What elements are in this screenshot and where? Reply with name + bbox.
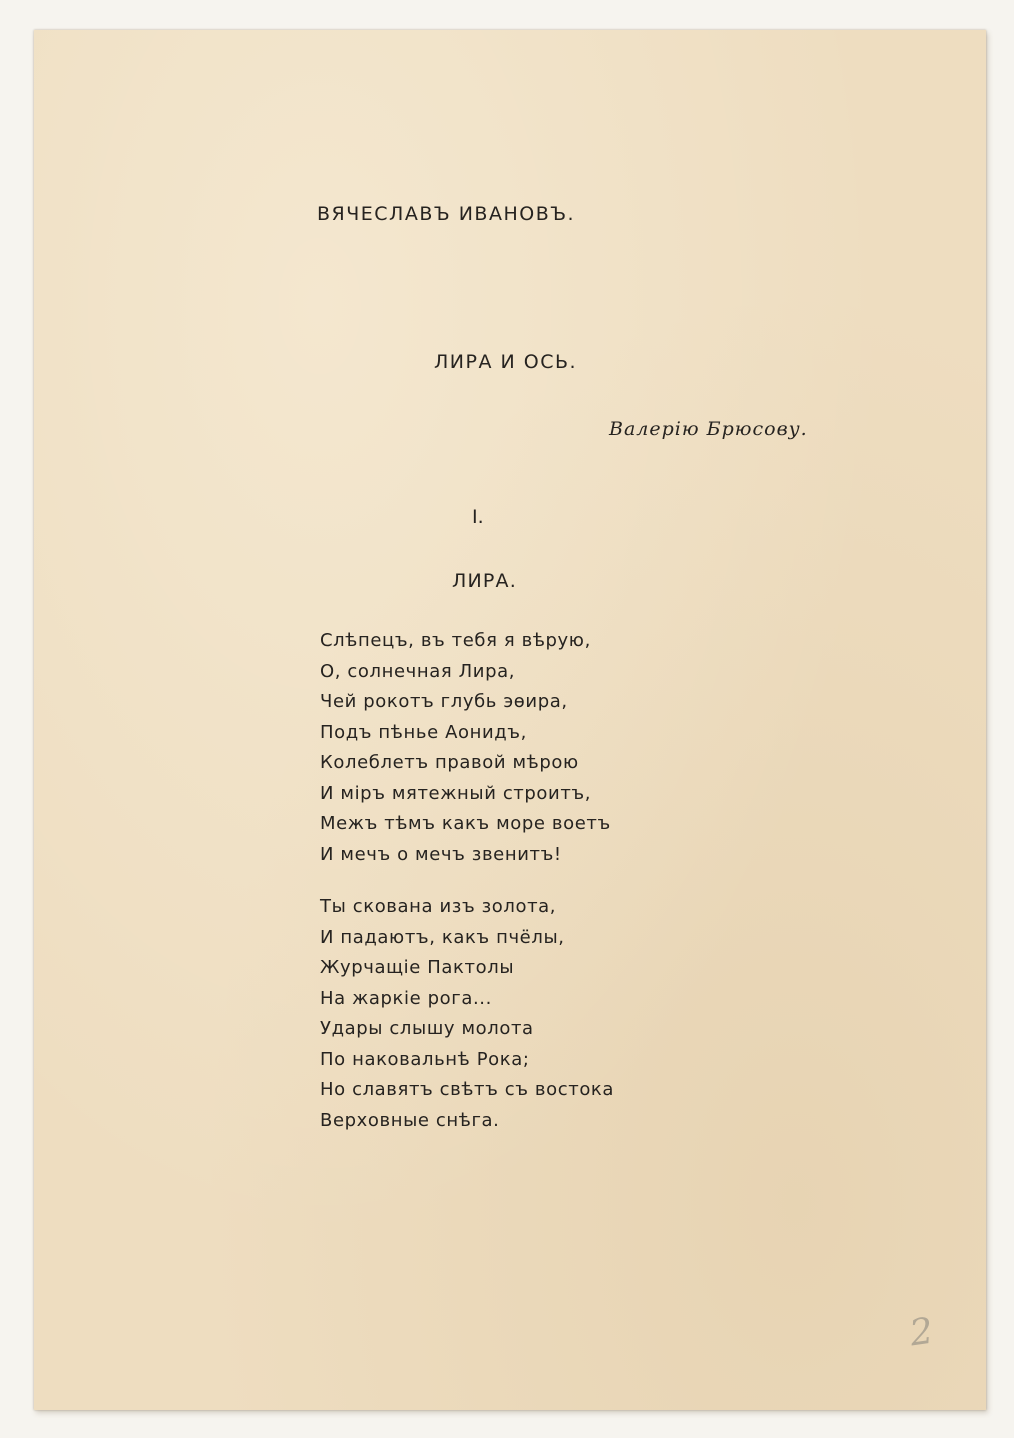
verse-line: О, солнечная Лира, xyxy=(320,660,516,682)
verse-line: На жаркіе рога... xyxy=(320,987,492,1009)
verse-line: Подъ пѣнье Аонидъ, xyxy=(320,721,527,743)
poem-title: ЛИРА И ОСЬ. xyxy=(434,351,578,373)
verse-line: И падаютъ, какъ пчёлы, xyxy=(320,926,565,948)
dedication: Валерію Брюсову. xyxy=(609,418,808,440)
verse-line: И міръ мятежный строитъ, xyxy=(320,782,592,804)
verse-line: По наковальнѣ Рока; xyxy=(320,1048,530,1070)
verse-line: Верховные снѣга. xyxy=(320,1109,500,1131)
verse-line: Но славятъ свѣтъ съ востока xyxy=(320,1079,615,1100)
section-title: ЛИРА. xyxy=(452,570,517,592)
author-name: ВЯЧЕСЛАВЪ ИВАНОВЪ. xyxy=(317,203,576,225)
verse-line: И мечъ о мечъ звенитъ! xyxy=(320,843,562,865)
verse-line: Удары слышу молота xyxy=(320,1018,534,1039)
section-number: I. xyxy=(472,506,484,528)
handwritten-page-number: 2 xyxy=(907,1310,936,1355)
verse-line: Межъ тѣмъ какъ море воетъ xyxy=(320,813,611,834)
stanza-2 xyxy=(320,892,614,1136)
verse-line: Колеблетъ правой мѣрою xyxy=(320,752,579,773)
verse-line: Слѣпецъ, въ тебя я вѣрую, xyxy=(320,630,591,651)
verse-line: Ты скована изъ золота, xyxy=(320,896,557,917)
verse-line: Журчащіе Пактолы xyxy=(320,957,515,978)
stanza-1 xyxy=(320,626,611,870)
verse-line: Чей рокотъ глубь эѳира, xyxy=(320,691,568,712)
